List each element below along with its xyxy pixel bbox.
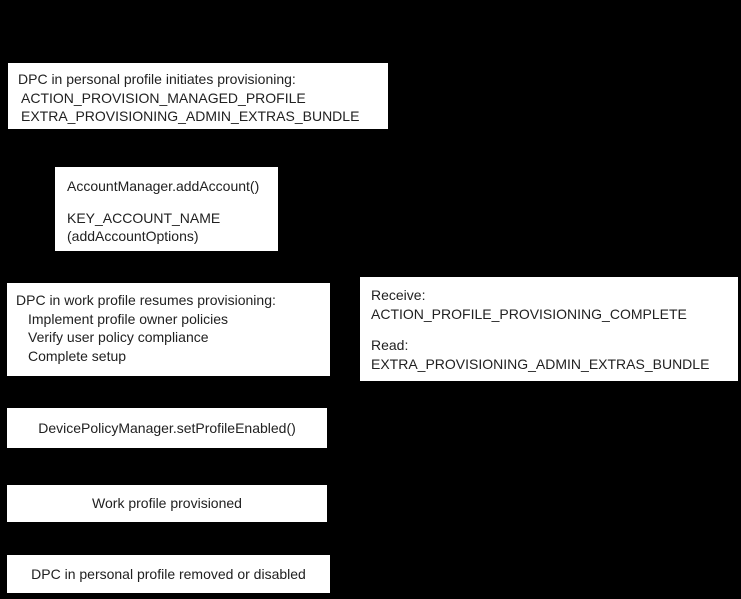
node-dpc-personal-removed-or-disabled	[7, 555, 330, 593]
node-line: Receive:	[371, 287, 426, 303]
node-line-constant: ACTION_PROFILE_PROVISIONING_COMPLETE	[371, 305, 687, 322]
node-account-manager-add-account	[55, 167, 278, 251]
node-line-constant: KEY_ACCOUNT_NAME	[67, 209, 221, 226]
node-set-profile-enabled	[7, 408, 327, 448]
node-work-profile-provisioned	[7, 485, 327, 522]
node-line: DPC in work profile resumes provisioning:	[16, 292, 276, 308]
node-line: (addAccountOptions)	[67, 228, 199, 244]
node-line: DPC in personal profile removed or disabled	[31, 565, 306, 582]
node-line-subitem: Complete setup	[28, 347, 127, 364]
node-dpc-work-resumes-provisioning	[7, 283, 330, 376]
node-line: DPC in personal profile initiates provisioning:	[18, 71, 296, 87]
node-line-subitem: Implement profile owner policies	[28, 310, 228, 327]
node-line-subitem: Verify user policy compliance	[28, 329, 209, 345]
node-line-constant: ACTION_PROVISION_MANAGED_PROFILE	[21, 89, 306, 106]
node-line: Read:	[371, 337, 409, 353]
node-line: DevicePolicyManager.setProfileEnabled()	[38, 419, 296, 436]
node-line-constant: EXTRA_PROVISIONING_ADMIN_EXTRAS_BUNDLE	[21, 108, 360, 124]
node-receive-provisioning-complete	[360, 277, 738, 381]
node-line: Work profile provisioned	[92, 495, 242, 512]
node-line: AccountManager.addAccount()	[67, 178, 260, 194]
node-line-constant: EXTRA_PROVISIONING_ADMIN_EXTRAS_BUNDLE	[371, 355, 710, 372]
node-dpc-personal-initiates-provisioning	[8, 63, 388, 129]
